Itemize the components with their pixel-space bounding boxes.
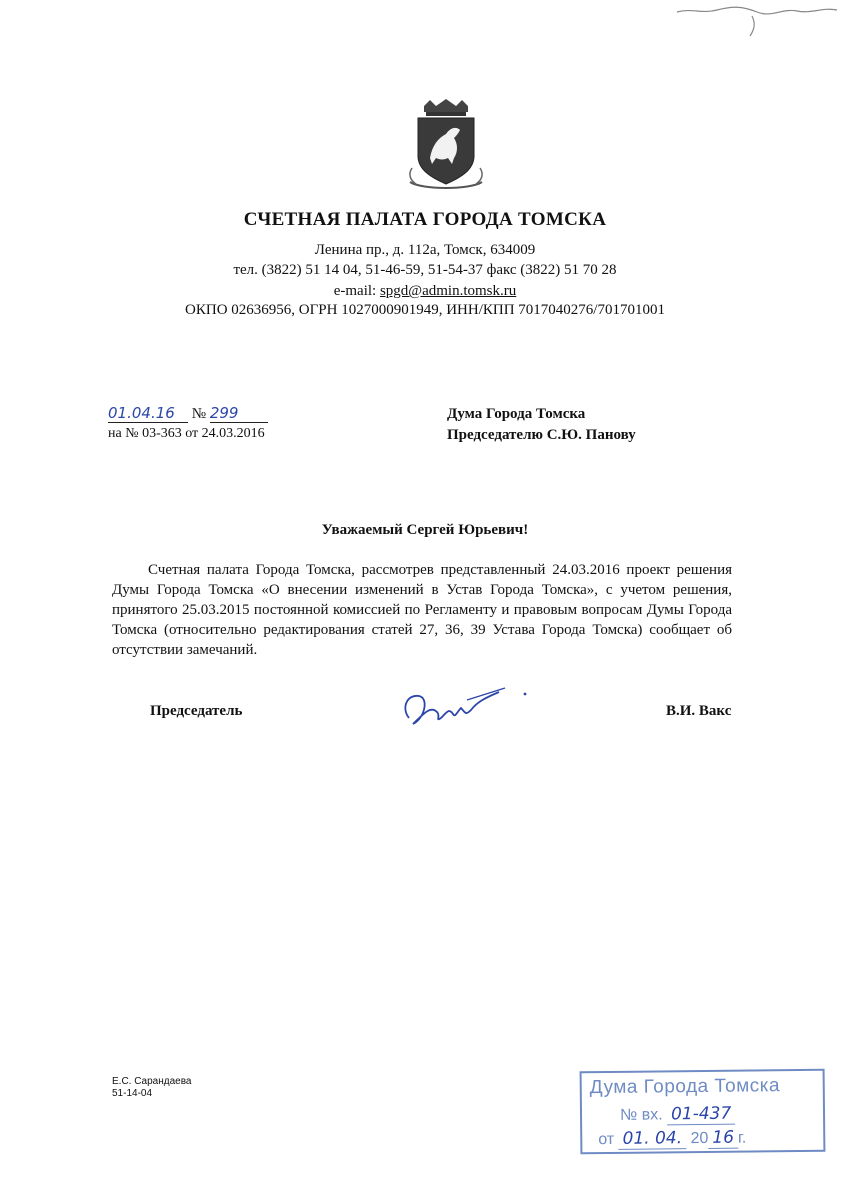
outgoing-date-handwritten: 01.04.16 bbox=[108, 404, 188, 423]
stamp-number-line bbox=[620, 1104, 735, 1125]
executor-block bbox=[112, 1076, 192, 1100]
stamp-number-handwritten: 01-437 bbox=[667, 1104, 735, 1126]
executor-phone: 51-14-04 bbox=[112, 1088, 153, 1099]
stamp-date-line bbox=[598, 1128, 746, 1150]
email-link[interactable]: spgd@admin.tomsk.ru bbox=[379, 283, 517, 299]
organization-codes: ОКПО 02636956, ОГРН 1027000901949, ИНН/КПП 7017040276/701701001 bbox=[185, 302, 665, 318]
addressee-block bbox=[447, 404, 636, 446]
outgoing-number-handwritten: 299 bbox=[210, 404, 268, 423]
stamp-number-label: № вх. bbox=[619, 1106, 663, 1124]
stamp-date-prefix: от bbox=[598, 1130, 615, 1149]
coat-of-arms-emblem bbox=[402, 98, 490, 194]
organization-address: Ленина пр., д. 112а, Томск, 634009 bbox=[314, 242, 536, 258]
handwritten-signature bbox=[395, 678, 545, 738]
organization-phones: тел. (3822) 51 14 04, 51-46-59, 51-54-37 факс (3822) 51 70 28 bbox=[233, 262, 617, 278]
stamp-year-suffix: г. bbox=[737, 1129, 747, 1147]
addressee-organization: Дума Города Томска bbox=[447, 406, 586, 422]
greeting: Уважаемый Сергей Юрьевич! bbox=[321, 522, 529, 538]
executor-name: Е.С. Сарандаева bbox=[112, 1076, 192, 1087]
signatory-title: Председатель bbox=[150, 703, 243, 719]
incoming-reference: на № 03-363 от 24.03.2016 bbox=[108, 426, 265, 441]
organization-email-line bbox=[0, 283, 850, 300]
stamp-date-handwritten: 01. 04. bbox=[619, 1128, 687, 1150]
registration-stamp bbox=[580, 1069, 826, 1155]
stamp-title: Дума Города Томска bbox=[589, 1075, 781, 1099]
stamp-year-prefix: 20 bbox=[690, 1129, 709, 1148]
outgoing-number-label: № bbox=[191, 406, 207, 422]
letter-body: Счетная палата Города Томска, рассмотрев представленный 24.03.2016 проект решения Думы Города Томска «О внесении изменений в Устав Города Томска», с учетом решения, принятого 25.03.2015 постоянной комиссией по Регламенту и правовым вопросам Думы Города Томска (относительно редактирования статей 27, 36, 39 Устава Города Томска) сообщает об отсутствии замечаний. bbox=[112, 562, 732, 658]
outgoing-date-number bbox=[108, 404, 268, 423]
corner-handwritten-mark bbox=[672, 0, 842, 40]
email-label: e-mail: bbox=[333, 283, 380, 299]
signatory-name: В.И. Вакс bbox=[666, 703, 732, 719]
organization-title: СЧЕТНАЯ ПАЛАТА ГОРОДА ТОМСКА bbox=[243, 209, 607, 230]
stamp-year-handwritten: 16 bbox=[708, 1128, 738, 1149]
addressee-person: Председателю С.Ю. Панову bbox=[447, 427, 636, 443]
